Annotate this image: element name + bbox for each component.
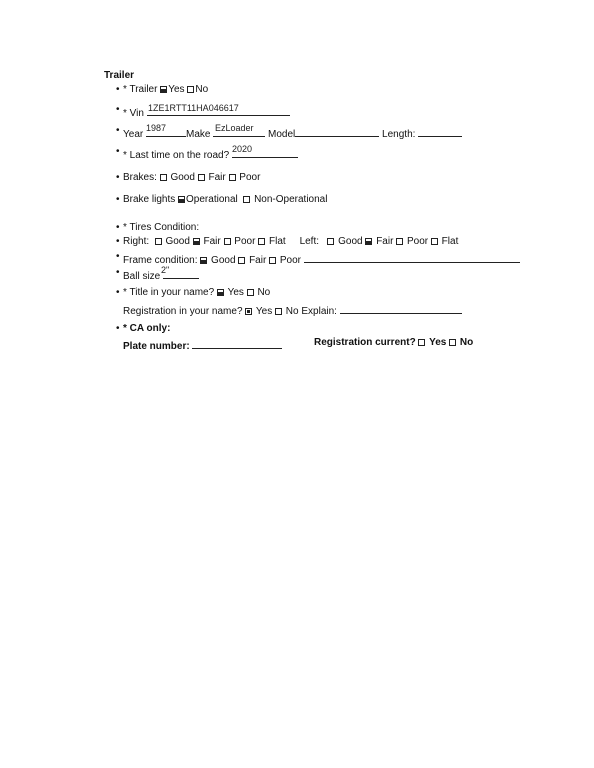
tires-right-good-checkbox[interactable] [155, 238, 162, 245]
last-time-label: * Last time on the road? [123, 150, 230, 161]
brakes-row [123, 172, 260, 183]
registration-yes-label: Yes [255, 306, 273, 317]
bullet: • [116, 287, 120, 298]
year-label: Year [123, 129, 144, 140]
frame-poor-label: Poor [279, 255, 301, 266]
reg-current-no-label: No [459, 337, 474, 348]
registration-label: Registration in your name? [123, 306, 243, 317]
plate-label: Plate number: [123, 341, 190, 352]
bullet: • [116, 222, 120, 233]
make-label: Make [186, 129, 211, 140]
tires-left-fair-label: Fair [376, 236, 394, 247]
ca-label: * CA only: [123, 323, 171, 334]
reg-current-no-checkbox[interactable] [449, 339, 456, 346]
bullet: • [116, 194, 120, 205]
tires-right-poor-checkbox[interactable] [224, 238, 231, 245]
bullet: • [116, 251, 120, 262]
model-label: Model [268, 129, 296, 140]
trailer-label: * Trailer [123, 84, 158, 95]
length-label: Length: [382, 129, 416, 140]
tires-right-flat-checkbox[interactable] [258, 238, 265, 245]
tires-right-label: Right: [123, 236, 150, 247]
frame-good-checkbox[interactable] [200, 257, 207, 264]
trailer-question [123, 84, 208, 95]
tires-right-good-label: Good [165, 236, 190, 247]
brakes-poor-checkbox[interactable] [229, 174, 236, 181]
tires-label: * Tires Condition: [123, 222, 200, 233]
ca-registration-row [314, 337, 473, 348]
plate-field[interactable] [192, 337, 282, 349]
registration-yes-checkbox[interactable] [245, 308, 252, 315]
ball-size-value: 2" [161, 265, 170, 275]
trailer-no-label: No [195, 84, 209, 95]
brake-lights-nonoperational-label: Non-Operational [254, 194, 328, 205]
brakes-fair-checkbox[interactable] [198, 174, 205, 181]
title-yes-checkbox[interactable] [217, 289, 224, 296]
frame-notes-field[interactable] [304, 251, 520, 263]
model-field[interactable] [295, 125, 379, 137]
frame-fair-checkbox[interactable] [238, 257, 245, 264]
trailer-no-checkbox[interactable] [187, 86, 194, 93]
registration-explain-field[interactable] [340, 302, 462, 314]
tires-right-fair-checkbox[interactable] [193, 238, 200, 245]
bullet: • [116, 172, 120, 183]
trailer-yes-label: Yes [168, 84, 185, 95]
reg-current-label: Registration current? [314, 337, 416, 348]
frame-poor-checkbox[interactable] [269, 257, 276, 264]
tires-right-fair-label: Fair [203, 236, 221, 247]
brake-lights-row [123, 194, 327, 205]
tires-left-good-checkbox[interactable] [327, 238, 334, 245]
tires-left-label: Left: [299, 236, 320, 247]
frame-fair-label: Fair [249, 255, 267, 266]
title-no-checkbox[interactable] [247, 289, 254, 296]
trailer-yes-checkbox[interactable] [160, 86, 167, 93]
brake-lights-operational-checkbox[interactable] [178, 196, 185, 203]
bullet: • [116, 267, 120, 278]
last-time-value: 2020 [232, 144, 253, 154]
reg-current-yes-label: Yes [429, 337, 447, 348]
tires-right-poor-label: Poor [234, 236, 256, 247]
title-no-label: No [257, 287, 271, 298]
bullet: • [116, 146, 120, 157]
brakes-fair-label: Fair [208, 172, 226, 183]
year-value: 1987 [146, 123, 167, 133]
last-time-row [123, 146, 298, 161]
title-row [123, 287, 270, 298]
section-title: Trailer [104, 70, 135, 81]
vehicle-row [123, 125, 462, 140]
frame-label: Frame condition: [123, 255, 198, 266]
bullet: • [116, 104, 120, 115]
bullet: • [116, 236, 120, 247]
title-yes-label: Yes [227, 287, 244, 298]
tires-left-flat-label: Flat [441, 236, 459, 247]
bullet: • [116, 125, 120, 136]
title-label: * Title in your name? [123, 287, 215, 298]
tires-left-poor-label: Poor [406, 236, 429, 247]
vin-value: 1ZE1RTT11HA046617 [148, 103, 239, 113]
vin-label: * Vin [123, 108, 144, 119]
tires-left-good-label: Good [338, 236, 363, 247]
registration-explain-label: Explain: [301, 306, 337, 317]
tires-left-poor-checkbox[interactable] [396, 238, 403, 245]
ca-plate-row [123, 337, 282, 352]
brakes-good-checkbox[interactable] [160, 174, 167, 181]
make-value: EzLoader [215, 123, 254, 133]
ball-size-label: Ball size [123, 271, 161, 282]
bullet: • [116, 84, 120, 95]
length-field[interactable] [418, 125, 462, 137]
frame-good-label: Good [211, 255, 236, 266]
registration-no-label: No [285, 306, 299, 317]
brakes-label: Brakes: [123, 172, 157, 183]
tires-right-flat-label: Flat [268, 236, 286, 247]
tires-left-fair-checkbox[interactable] [365, 238, 372, 245]
brakes-good-label: Good [170, 172, 195, 183]
tires-row [123, 236, 458, 247]
registration-row [123, 302, 462, 317]
brake-lights-nonoperational-checkbox[interactable] [243, 196, 250, 203]
registration-no-checkbox[interactable] [275, 308, 282, 315]
tires-left-flat-checkbox[interactable] [431, 238, 438, 245]
bullet: • [116, 323, 120, 334]
frame-row [123, 251, 520, 266]
brake-lights-operational-label: Operational [186, 194, 238, 205]
reg-current-yes-checkbox[interactable] [418, 339, 425, 346]
brake-lights-label: Brake lights [123, 194, 176, 205]
brakes-poor-label: Poor [239, 172, 261, 183]
